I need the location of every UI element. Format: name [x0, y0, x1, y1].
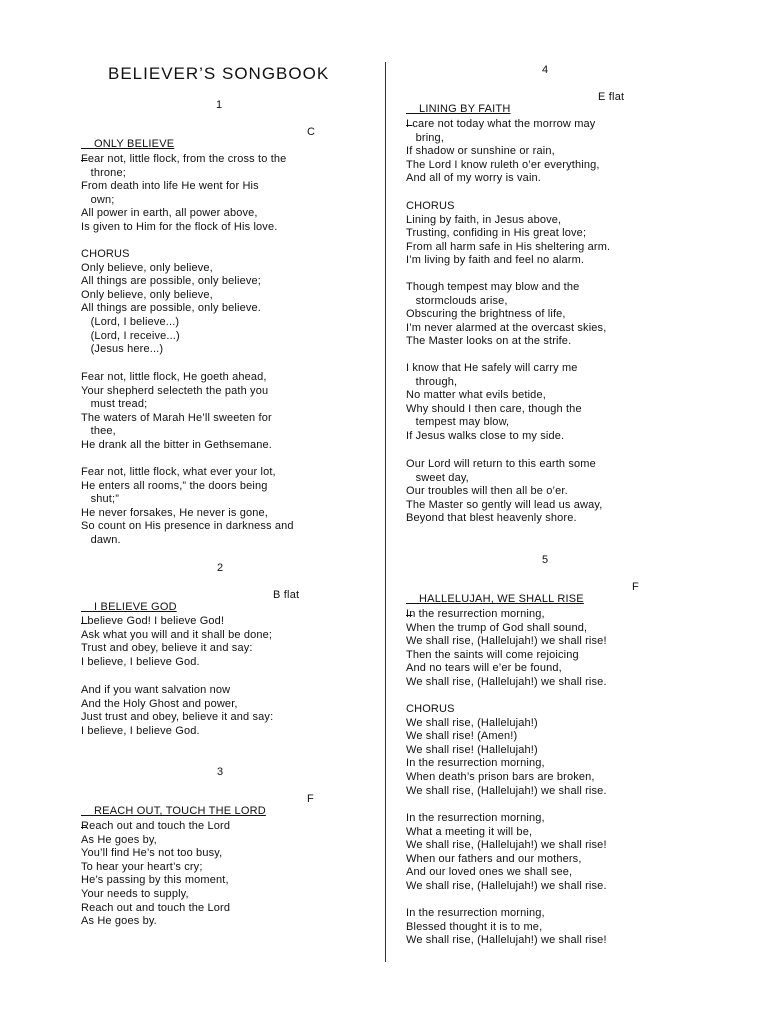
lyric-line: If Jesus walks close to my side. [406, 429, 565, 442]
lyric-line: Our Lord will return to this earth some [406, 458, 596, 470]
stanza [406, 362, 582, 444]
song-number: 1 [215, 99, 223, 111]
song-key: E flat [598, 91, 625, 103]
lyric-line: Lining by faith, in Jesus above, [406, 213, 562, 226]
lyric-line: So count on His presence in darkness and [81, 520, 294, 533]
lyric-line: Blessed thought it is to me, [406, 920, 543, 933]
stanza [81, 820, 230, 929]
lyric-line: The waters of Marah He’ll sweeten for [81, 411, 272, 424]
lyric-line: He never forsakes, He never is gone, [81, 506, 268, 519]
lyric-line: We shall rise, (Hallelujah!) we shall rise. [406, 675, 607, 688]
lyric-line: CHORUS [406, 703, 455, 715]
stanza [406, 907, 607, 948]
lyric-line: CHORUS [406, 200, 455, 212]
lyric-line: All power in earth, all power above, [81, 207, 258, 220]
lyric-line: stormclouds arise, [406, 294, 508, 307]
lyric-line: I know that He safely will carry me [406, 362, 578, 374]
lyric-line: In the resurrection morning, [406, 608, 545, 620]
lyric-line: Trusting, confiding in His great love; [406, 227, 587, 240]
lyric-line: bring, [406, 131, 445, 144]
lyric-line: through, [406, 375, 458, 388]
lyric-line: You’ll find He’s not too busy, [81, 847, 223, 860]
lyric-line: Your shepherd selecteth the path you [81, 384, 269, 397]
lyric-line: We shall rise, (Hallelujah!) we shall rise! [406, 635, 607, 648]
lyric-line: When death’s prison bars are broken, [406, 770, 595, 783]
lyric-line: From death into life He went for His [81, 180, 259, 193]
lyric-line: As He goes by. [81, 915, 157, 928]
lyric-line: thee, [81, 425, 116, 438]
stanza [81, 153, 286, 235]
stanza [406, 812, 607, 894]
lyric-line: Fear not, little flock, from the cross to the [81, 153, 287, 165]
lyric-line: Is given to Him for the flock of His love. [81, 220, 278, 233]
song-title-text: REACH OUT, TOUCH THE LORD [94, 805, 266, 817]
lyric-line: We shall rise, (Hallelujah!) we shall rise. [406, 879, 607, 892]
lyric-line: Just trust and obey, believe it and say: [81, 711, 274, 724]
lyric-line: Ask what you will and it shall be done; [81, 628, 273, 641]
lyric-line: own; [81, 193, 115, 206]
lyric-line: must tread; [81, 398, 148, 411]
stanza [406, 118, 600, 186]
lyric-line: We shall rise! (Amen!) [406, 730, 518, 743]
lyric-line: (Lord, I receive...) [81, 329, 180, 342]
lyric-line: In the resurrection morning, [406, 812, 545, 824]
lyric-line: Your needs to supply, [81, 887, 189, 900]
lyric-line: As He goes by, [81, 833, 157, 846]
lyric-line: I’m living by faith and feel no alarm. [406, 254, 585, 267]
lyric-line: From all harm safe in His sheltering arm. [406, 240, 611, 253]
column-divider [385, 62, 386, 962]
lyric-line: Our troubles will then all be o’er. [406, 485, 568, 498]
lyric-line: I’m never alarmed at the overcast skies, [406, 321, 607, 334]
lyric-line: Though tempest may blow and the [406, 281, 580, 293]
lyric-line: We shall rise, (Hallelujah!) [406, 716, 538, 729]
song-key: F [632, 581, 639, 593]
song-number: 3 [216, 766, 224, 778]
lyric-line: He enters all rooms,” the doors being [81, 479, 268, 492]
song-title-text: HALLELUJAH, WE SHALL RISE [419, 593, 584, 605]
lyric-line: What a meeting it will be, [406, 825, 533, 838]
lyric-line: And if you want salvation now [81, 684, 231, 696]
lyric-line: We shall rise, (Hallelujah!) we shall rise! [406, 934, 607, 947]
lyric-line: I care not today what the morrow may [406, 118, 596, 130]
song-key: B flat [273, 589, 300, 601]
lyric-line: Obscuring the brightness of life, [406, 308, 566, 321]
lyric-line: The Master so gently will lead us away, [406, 498, 603, 511]
lyric-line: And all of my worry is vain. [406, 172, 542, 185]
lyric-line: Fear not, little flock, He goeth ahead, [81, 371, 267, 383]
lyric-line: Only believe, only believe, [81, 288, 213, 301]
lyric-line: Fear not, little flock, what ever your lot, [81, 466, 276, 478]
lyric-line: When the trump of God shall sound, [406, 621, 588, 634]
stanza [406, 458, 602, 526]
lyric-line: CHORUS [81, 248, 130, 260]
song-number: 2 [216, 562, 224, 574]
lyric-line: (Lord, I believe...) [81, 315, 180, 328]
lyric-line: And no tears will e’er be found, [406, 662, 562, 675]
song-number: 5 [541, 554, 549, 566]
stanza [81, 684, 273, 738]
lyric-line: And the Holy Ghost and power, [81, 697, 238, 710]
lyric-line: Trust and obey, believe it and say: [81, 642, 253, 655]
lyric-line: dawn. [81, 533, 121, 546]
lyric-line: And our loved ones we shall see, [406, 866, 573, 879]
lyric-line: In the resurrection morning, [406, 757, 545, 770]
stanza [406, 608, 607, 690]
lyric-line: shut;” [81, 493, 120, 506]
stanza [406, 281, 606, 349]
lyric-line: We shall rise, (Hallelujah!) we shall rise! [406, 839, 607, 852]
lyric-line: Then the saints will come rejoicing [406, 648, 579, 661]
lyric-line: sweet day, [406, 471, 469, 484]
lyric-line: When our fathers and our mothers, [406, 852, 582, 865]
lyric-line: The Lord I know ruleth o’er everything, [406, 158, 600, 171]
lyric-line: Reach out and touch the Lord [81, 901, 231, 914]
lyric-line: I believe God! I believe God! [81, 615, 225, 627]
lyric-line: (Jesus here...) [81, 343, 164, 356]
lyric-line: To hear your heart’s cry; [81, 860, 203, 873]
lyric-line: Only believe, only believe, [81, 261, 213, 274]
song-title-text: I BELIEVE GOD [94, 601, 177, 613]
lyric-line: All things are possible, only believe. [81, 302, 261, 315]
lyric-line: Beyond that blest heavenly shore. [406, 512, 577, 525]
lyric-line: We shall rise, (Hallelujah!) we shall rise. [406, 784, 607, 797]
lyric-line: All things are possible, only believe; [81, 275, 261, 288]
song-title-text: ONLY BELIEVE [94, 138, 175, 150]
lyric-line: Why should I then care, though the [406, 402, 582, 415]
chorus [81, 248, 261, 357]
song-key: C [307, 126, 316, 138]
lyric-line: In the resurrection morning, [406, 907, 545, 919]
chorus [406, 703, 607, 798]
lyric-line: Reach out and touch the Lord [81, 820, 231, 832]
lyric-line: I believe, I believe God. [81, 724, 200, 737]
lyric-line: If shadow or sunshine or rain, [406, 145, 555, 158]
lyric-line: throne; [81, 166, 126, 179]
lyric-line: tempest may blow, [406, 416, 510, 429]
chorus [406, 200, 610, 268]
lyric-line: I believe, I believe God. [81, 655, 200, 668]
stanza [81, 371, 272, 453]
page-title: BELIEVER’S SONGBOOK [108, 64, 330, 83]
stanza [81, 615, 272, 669]
song-number: 4 [541, 64, 549, 76]
lyric-line: He drank all the bitter in Gethsemane. [81, 438, 272, 451]
song-key: F [307, 793, 314, 805]
lyric-line: The Master looks on at the strife. [406, 335, 572, 348]
lyric-line: No matter what evils betide, [406, 389, 546, 402]
lyric-line: We shall rise! (Hallelujah!) [406, 743, 538, 756]
song-title-text: LINING BY FAITH [419, 103, 511, 115]
stanza [81, 466, 294, 548]
lyric-line: He’s passing by this moment, [81, 874, 229, 887]
